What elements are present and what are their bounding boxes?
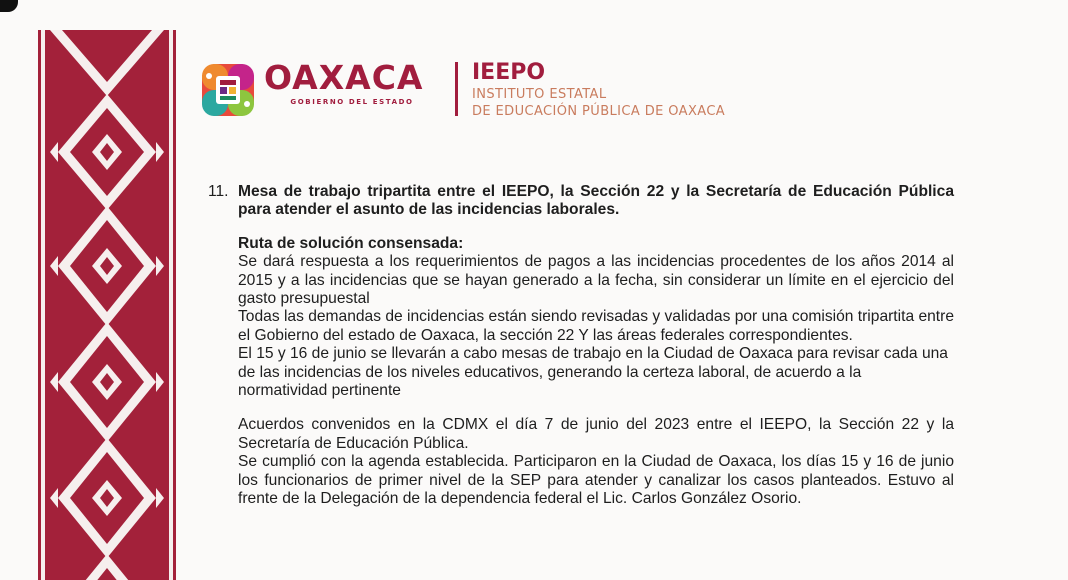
government-subtitle: GOBIERNO DEL ESTADO — [290, 98, 414, 106]
government-name: OAXACA — [264, 58, 424, 97]
institute-acronym: IEEPO — [472, 60, 546, 85]
letterhead — [200, 58, 840, 124]
item-heading — [208, 183, 954, 220]
institute-logo — [472, 60, 802, 120]
item-title: Mesa de trabajo tripartita entre el IEEPO, la Sección 22 y la Secretaría de Educación Pública para atender el asunto de las incidencias laborales. — [238, 183, 954, 219]
scan-corner-mark — [0, 0, 18, 12]
solution-section — [208, 235, 954, 509]
agreements-heading: Acuerdos convenidos en la CDMX el día 7 de junio del 2023 entre el IEEPO, la Sección 22 y la Secretaría de Educación Pública. — [238, 416, 954, 452]
institute-name-line-2: DE EDUCACIÓN PÚBLICA DE OAXACA — [472, 104, 726, 119]
solution-paragraph: El 15 y 16 de junio se llevarán a cabo mesas de trabajo en la Ciudad de Oaxaca para revisar cada una de las incidencias de los niveles educativos, generando la certeza laboral, de acuerdo a la normatividad pertinente — [238, 345, 948, 400]
solution-paragraph: Se dará respuesta a los requerimientos de pagos a las incidencias procedentes de los años 2014 al 2015 y a las incidencias que se hayan generado a la fecha, sin considerar un límite en el ejercicio del gasto presupuestal — [238, 253, 954, 308]
institute-name-line-1: INSTITUTO ESTATAL — [472, 87, 607, 102]
decorative-diamond-border — [38, 30, 176, 580]
item-number: 11. — [208, 183, 229, 200]
document-body — [208, 183, 954, 509]
header-divider — [455, 62, 458, 116]
agreements-paragraph: Se cumplió con la agenda establecida. Participaron en la Ciudad de Oaxaca, los días 15 y 16 de junio los funcionarios de primer nivel de la SEP para atender y canalizar los casos planteados. Estuvo al frente de la Delegación de la dependencia federal el Lic. Carlos González Osorio. — [238, 453, 954, 508]
oaxaca-emblem-icon — [200, 62, 256, 118]
solution-heading: Ruta de solución consensada: — [238, 234, 464, 252]
solution-paragraph: Todas las demandas de incidencias están siendo revisadas y validadas por una comisión tripartita entre el Gobierno del estado de Oaxaca, la sección 22 Y las áreas federales correspondientes. — [238, 308, 954, 344]
government-logo — [264, 58, 440, 106]
